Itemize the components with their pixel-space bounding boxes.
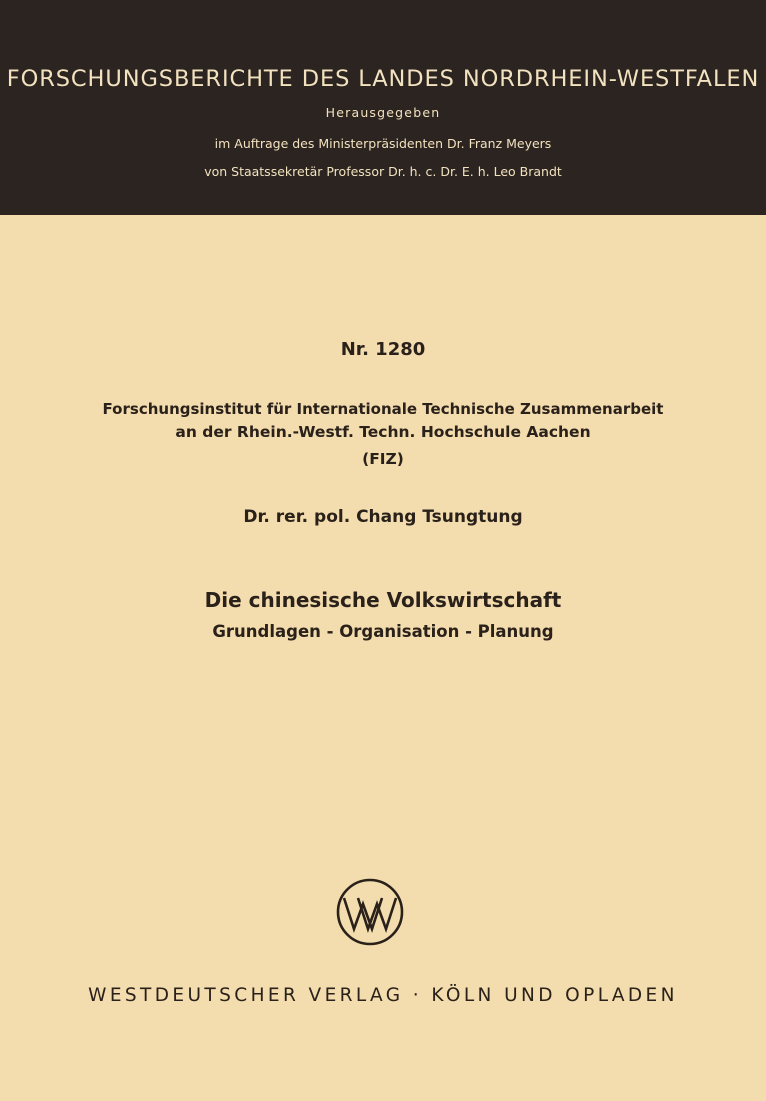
book-subtitle: Grundlagen - Organisation - Planung (212, 622, 554, 641)
editor-line-3: von Staatssekretär Professor Dr. h. c. Dr. E. h. Leo Brandt (204, 164, 562, 179)
author: Dr. rer. pol. Chang Tsungtung (243, 507, 523, 527)
report-number: Nr. 1280 (340, 339, 426, 360)
publisher-logo-icon (335, 877, 405, 947)
publisher-imprint: WESTDEUTSCHER VERLAG · KÖLN UND OPLADEN (88, 985, 678, 1006)
institute-abbreviation: (FIZ) (362, 450, 404, 468)
cover-header-band (0, 0, 766, 215)
institute-line-2: an der Rhein.-Westf. Techn. Hochschule Aachen (175, 423, 591, 441)
editor-line-1: Herausgegeben (325, 105, 441, 120)
series-title: FORSCHUNGSBERICHTE DES LANDES NORDRHEIN-WESTFALEN (6, 66, 760, 92)
institute-line-1: Forschungsinstitut für Internationale Technische Zusammenarbeit (102, 400, 664, 418)
editor-line-2: im Auftrage des Ministerpräsidenten Dr. Franz Meyers (214, 136, 552, 151)
book-title: Die chinesische Volkswirtschaft (204, 588, 562, 612)
